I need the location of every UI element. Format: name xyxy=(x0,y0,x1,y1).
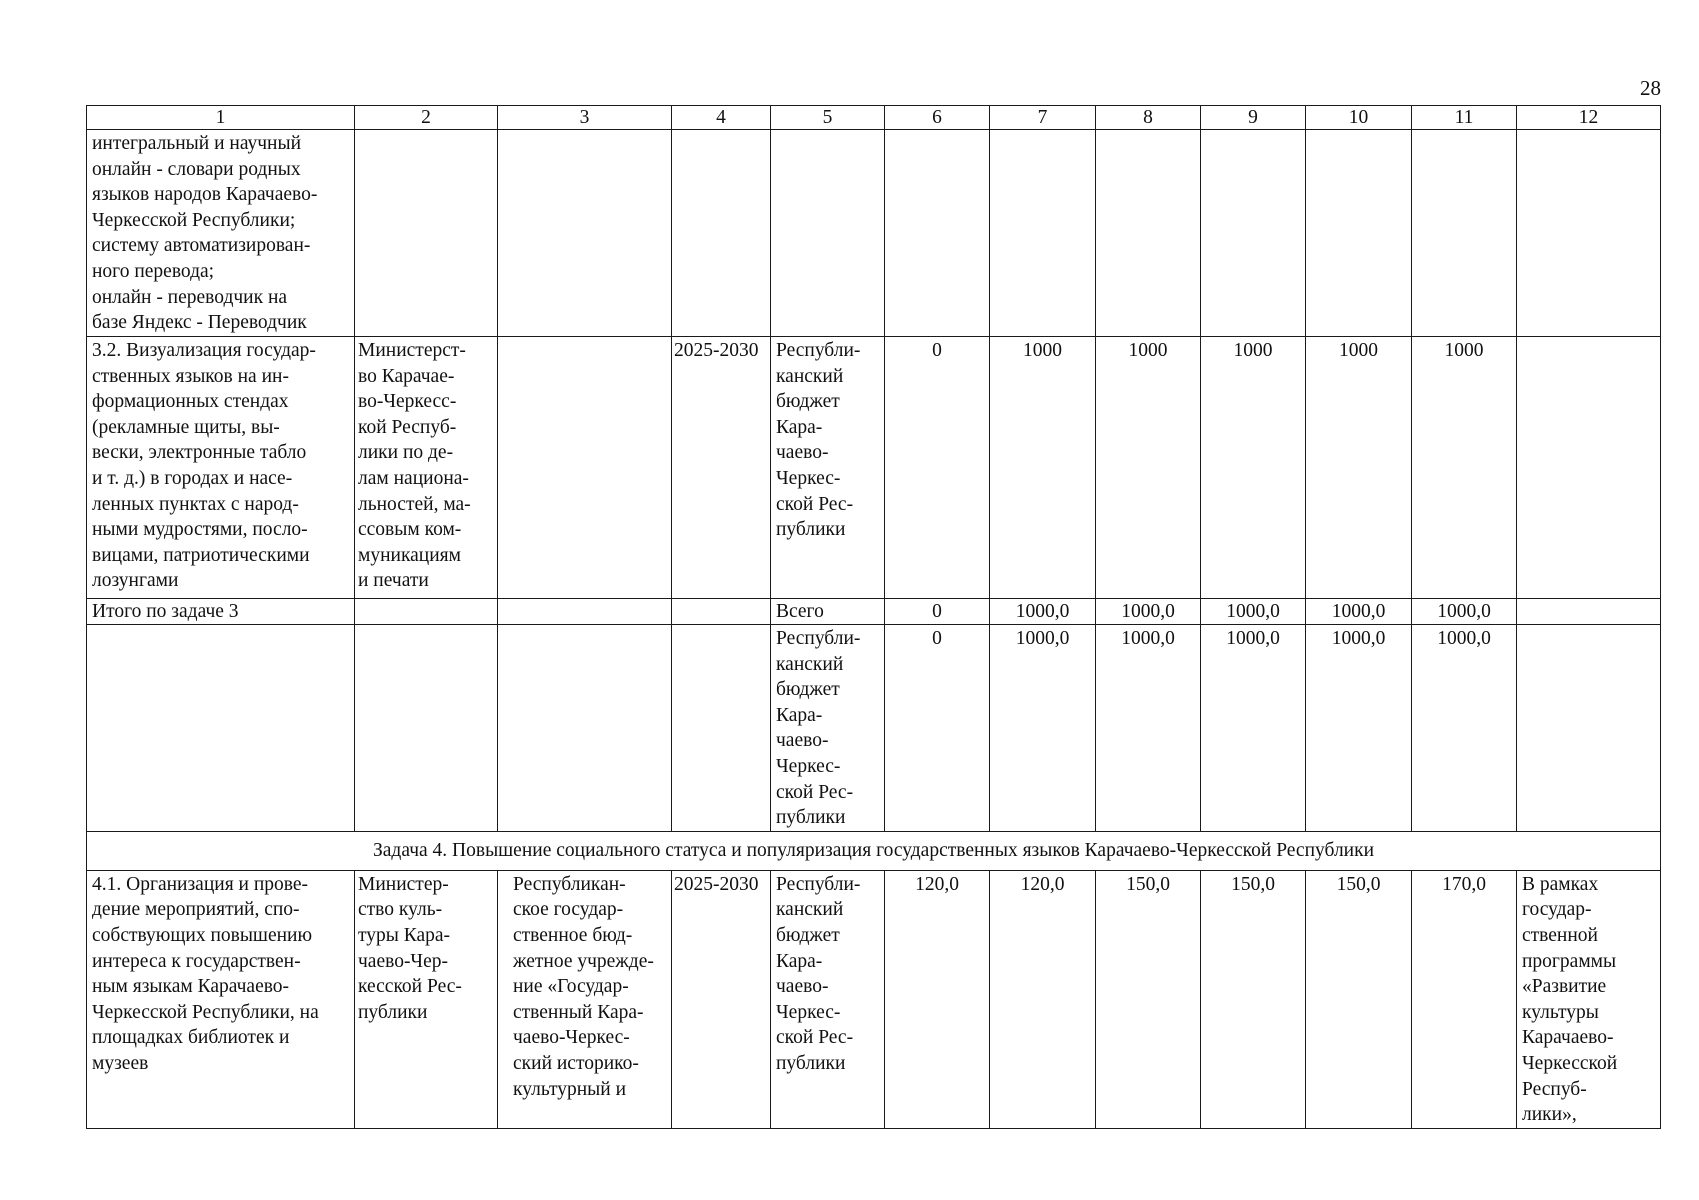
column-header-4: 4 xyxy=(672,106,771,130)
empty-cell xyxy=(672,599,771,625)
table-row-4-1 xyxy=(87,870,1661,1128)
funding-source: Всего xyxy=(771,599,885,625)
amount-col-6: 0 xyxy=(885,599,990,625)
amount-col-7: 120,0 xyxy=(990,870,1096,1128)
empty-cell xyxy=(1412,130,1517,337)
responsible-executor: Министерст- во Карачае- во-Черкесс- кой Респуб- лики по де- лам национа- льностей, ма- ссовым ком- муникациям и печати xyxy=(355,337,498,599)
empty-cell xyxy=(498,130,672,337)
empty-cell xyxy=(990,130,1096,337)
funding-source: Республи- канский бюджет Кара- чаево- Черкес- ской Рес- публики xyxy=(771,625,885,832)
column-header-6: 6 xyxy=(885,106,990,130)
amount-col-11: 1000,0 xyxy=(1412,599,1517,625)
amount-col-7: 1000,0 xyxy=(990,625,1096,832)
amount-col-6: 0 xyxy=(885,625,990,832)
column-header-3: 3 xyxy=(498,106,672,130)
empty-cell xyxy=(1201,130,1306,337)
table-row-total-task-3-budget xyxy=(87,625,1661,832)
responsible-executor: Министер- ство куль- туры Кара- чаево-Чер- кесской Рес- публики xyxy=(355,870,498,1128)
empty-cell xyxy=(355,599,498,625)
empty-cell xyxy=(1096,130,1201,337)
amount-col-9: 1000,0 xyxy=(1201,599,1306,625)
empty-cell xyxy=(498,599,672,625)
task-4-title: Задача 4. Повышение социального статуса и популяризация государственных языков Карачаево-Черкесской Республики xyxy=(87,831,1661,870)
implementation-period: 2025-2030 xyxy=(672,337,771,599)
column-header-10: 10 xyxy=(1306,106,1412,130)
activity-description: 4.1. Организация и прове- дение мероприятий, спо- собствующих повышению интереса к государствен- ным языкам Карачаево- Черкесской Республики, на площадках библиотек и музеев xyxy=(87,870,355,1128)
amount-col-11: 1000,0 xyxy=(1412,625,1517,832)
empty-cell xyxy=(498,625,672,832)
activity-description: 3.2. Визуализация государ- ственных языков на ин- формационных стендах (рекламные щиты, вы- вески, электронные табло и т. д.) в городах и насе- ленных пунктах с народ- ными мудростями, посло- вицами, патриотическими лозунгами xyxy=(87,337,355,599)
column-header-11: 11 xyxy=(1412,106,1517,130)
amount-col-10: 1000 xyxy=(1306,337,1412,599)
empty-cell xyxy=(1517,599,1661,625)
empty-cell xyxy=(355,130,498,337)
empty-cell xyxy=(1517,625,1661,832)
note-cell: В рамках государ- ственной программы «Развитие культуры Карачаево- Черкесской Респуб- лики», xyxy=(1517,870,1661,1128)
amount-col-9: 1000,0 xyxy=(1201,625,1306,832)
amount-col-8: 150,0 xyxy=(1096,870,1201,1128)
amount-col-9: 150,0 xyxy=(1201,870,1306,1128)
amount-col-11: 170,0 xyxy=(1412,870,1517,1128)
amount-col-6: 0 xyxy=(885,337,990,599)
task-4-heading-row xyxy=(87,831,1661,870)
column-header-2: 2 xyxy=(355,106,498,130)
total-label: Итого по задаче 3 xyxy=(87,599,355,625)
table-row-continuation xyxy=(87,130,1661,337)
column-header-7: 7 xyxy=(990,106,1096,130)
activity-description: интегральный и научный онлайн - словари родных языков народов Карачаево- Черкесской Республики; систему автоматизирован- ного перевода; онлайн - переводчик на базе Яндекс - Переводчик xyxy=(87,130,355,337)
empty-cell xyxy=(885,130,990,337)
column-header-9: 9 xyxy=(1201,106,1306,130)
co-executor: Республикан- ское государ- ственное бюд- жетное учрежде- ние «Государ- ственный Кара- чаево-Черкес- ский историко- культурный и xyxy=(498,870,672,1128)
empty-cell xyxy=(1517,130,1661,337)
funding-source: Республи- канский бюджет Кара- чаево- Черкес- ской Рес- публики xyxy=(771,337,885,599)
amount-col-7: 1000,0 xyxy=(990,599,1096,625)
page-number: 28 xyxy=(1640,76,1661,100)
empty-cell xyxy=(672,130,771,337)
column-header-1: 1 xyxy=(87,106,355,130)
implementation-period: 2025-2030 xyxy=(672,870,771,1128)
empty-cell xyxy=(771,130,885,337)
column-header-8: 8 xyxy=(1096,106,1201,130)
amount-col-11: 1000 xyxy=(1412,337,1517,599)
amount-col-8: 1000 xyxy=(1096,337,1201,599)
empty-cell xyxy=(355,625,498,832)
empty-cell xyxy=(87,625,355,832)
budget-table xyxy=(86,105,1661,1129)
amount-col-7: 1000 xyxy=(990,337,1096,599)
amount-col-8: 1000,0 xyxy=(1096,625,1201,832)
co-executor xyxy=(498,337,672,599)
column-header-5: 5 xyxy=(771,106,885,130)
amount-col-10: 1000,0 xyxy=(1306,625,1412,832)
amount-col-6: 120,0 xyxy=(885,870,990,1128)
table-row-total-task-3 xyxy=(87,599,1661,625)
column-header-12: 12 xyxy=(1517,106,1661,130)
note-cell xyxy=(1517,337,1661,599)
empty-cell xyxy=(1306,130,1412,337)
empty-cell xyxy=(672,625,771,832)
amount-col-9: 1000 xyxy=(1201,337,1306,599)
funding-source: Республи- канский бюджет Кара- чаево- Черкес- ской Рес- публики xyxy=(771,870,885,1128)
amount-col-10: 1000,0 xyxy=(1306,599,1412,625)
table-row-3-2 xyxy=(87,337,1661,599)
amount-col-10: 150,0 xyxy=(1306,870,1412,1128)
column-header-row xyxy=(87,106,1661,130)
amount-col-8: 1000,0 xyxy=(1096,599,1201,625)
